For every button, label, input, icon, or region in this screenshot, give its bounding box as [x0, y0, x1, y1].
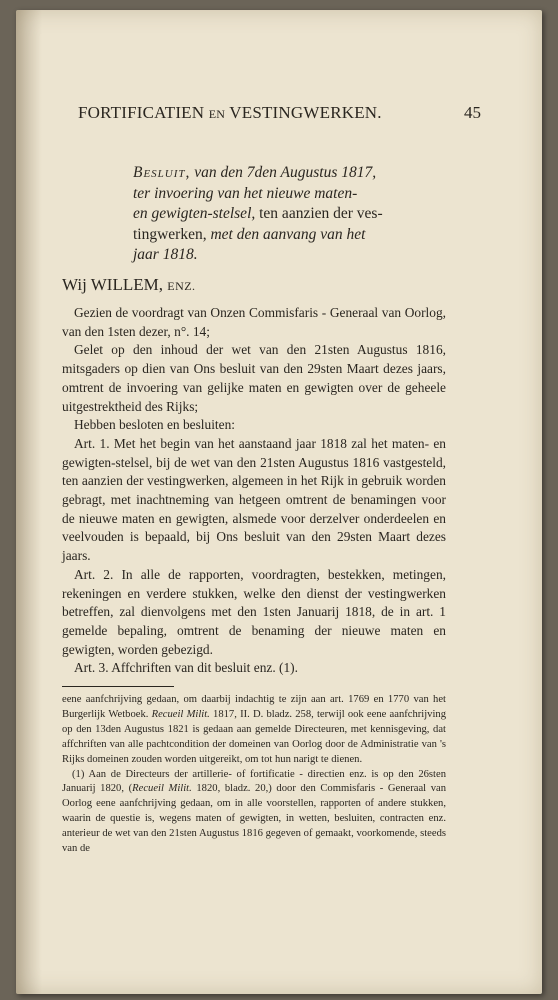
decree-line: ten aanzien der ves-: [255, 205, 383, 223]
footnote-text: 1817, II. D. bladz. 258, terwijl ook eene aanfchrijving op den 13den Augustus 1821 is gedaan aan gemelde Directeuren, met kennisgeving, dat affchriften van alle pachtcondition der domeinen van Oorlog door de Administratie van 's Rijks domeinen zouden worden uitgereikt, om tot hun narigt te dienen.: [62, 708, 447, 765]
header-title-part: VESTINGWERKEN.: [225, 103, 382, 122]
body-paragraph: Gezien de voordragt van Onzen Commisfaris - Generaal van Oorlog, van den 1sten dezer, n°. 14;: [62, 305, 446, 339]
footnote-divider: [62, 686, 174, 687]
decree-line: van den 7den Augustus 1817,: [190, 164, 377, 181]
page-number: 45: [464, 103, 481, 122]
decree-body: [62, 304, 446, 678]
footnote-text: eene aanfchrijving gedaan, om daarbij indachtig te zijn aan art. 1769 en 1770 van het Burgerlijk Wetboek.: [62, 694, 446, 720]
footnote-text: 1820, bladz. 20,) door den Commisfaris - Generaal van Oorlog eene aanfchrijving gedaan, om in alle voorstellen, rapporten of andere stukken, waarin de questie is, wegens maten of gewigten, in wetten, besluiten, contracten enz. anterieur de wet van den 21sten Augustus 1816 gegeven of gemaakt, voorkomende, steeds van de: [62, 783, 447, 855]
article-1: Art. 1. Met het begin van het aanstaand jaar 1818 zal het maten- en gewigten-stelsel, bij de wet van den 21sten Augustus 1816 vastgesteld, ten aanzien der vestingwerken, algemeen in het Rijk in gebruik worden gebragt, met inachtneming van hetgeen omtrent de benamingen voor de nieuwe maten en gewigten, alsmede voor derzelver onderdeelen en veelvouden is bepaald, bij Ons besluit van den 29sten Maart dezes jaars.: [62, 435, 446, 564]
footnote-continued: [62, 693, 446, 768]
footnote-reference: Recueil Milit.: [151, 708, 210, 720]
header-title-part: FORTIFICATIEN: [78, 103, 209, 122]
decree-line: ter invoering van het nieuwe maten-: [133, 184, 358, 202]
salutation-enz: ENZ.: [167, 279, 196, 293]
article-2: Art. 2. In alle de rapporten, voordragten, bestekken, metingen, rekeningen en verdere stukken, welke den dienst der vestingwerken betreffen, zal dienvolgens met den 1sten Januarij 1818, de in art. 1 gemelde bepaling, omtrent de benaming der nieuwe maten en gewigten, worden gebezigd.: [62, 566, 446, 657]
book-page: [16, 10, 542, 994]
footnote-1: [62, 768, 446, 857]
decree-line: en gewigten-stelsel,: [133, 205, 256, 223]
footnote-reference: Recueil Milit.: [132, 783, 192, 795]
decree-title: [133, 163, 439, 266]
footnotes: [62, 693, 446, 857]
decree-line: jaar 1818.: [133, 246, 198, 264]
decree-line: tingwerken,: [133, 225, 211, 243]
salutation: [62, 275, 196, 295]
salutation-name: Wij WILLEM,: [62, 275, 168, 294]
body-paragraph: Hebben besloten en besluiten:: [74, 417, 236, 433]
running-header: [78, 103, 458, 123]
article-3: Art. 3. Affchriften van dit besluit enz. (1).: [74, 660, 298, 676]
decree-line: met den aanvang van het: [210, 225, 366, 243]
footnote-text: (1) Aan de Directeurs der artillerie- of fortificatie - directien enz. is op den 26sten Januarij 1820, (: [62, 768, 446, 795]
decree-lead: Besluit,: [133, 164, 191, 181]
header-title-en: EN: [208, 107, 226, 121]
body-paragraph: Gelet op den inhoud der wet van den 21sten Augustus 1816, mitsgaders op dien van Ons besluit van den 29sten Maart dezes jaars, omtrent de invoering van gelijke maten en gewigten over de geheele uitgestrektheid des Rijks;: [62, 342, 446, 414]
